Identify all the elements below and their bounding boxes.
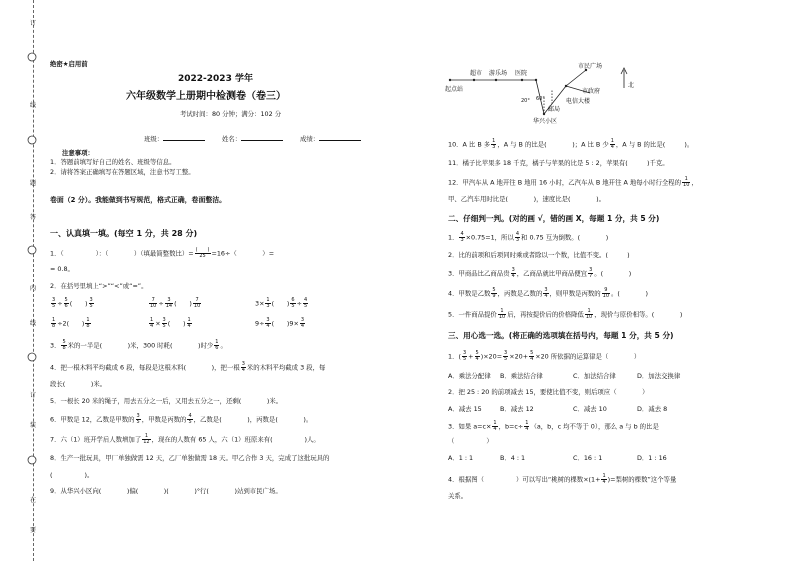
compare-item: 3× $\frac{1}{3}$ ( ) $\frac{6}{5}$ ÷ $\frac{4}{5}$ <box>255 297 308 309</box>
option[interactable]: D．1 : 16 <box>637 454 667 462</box>
question-7: 7．六（1）班开学后人数增加了 $\frac{1}{12}$ ，现在的人数有 65 人，六（1）班原来有( )人。 <box>50 433 320 445</box>
question-text: 和 0.75 互为倒数。( ) <box>521 233 609 242</box>
question-text: ，现在的人数有 65 人，六（1）班原来有( )人。 <box>151 435 320 444</box>
judge-1: 1． $\frac{4}{3}$ ×0.75=1，所以 $\frac{4}{3}$ 和 0.75 互为倒数。( ) <box>448 231 609 243</box>
binding-char: 答 <box>29 214 36 221</box>
map-label-playground: 游乐场 <box>489 70 508 77</box>
question-text: ( )。 <box>50 471 94 479</box>
question-text: 12．甲汽车从 A 地开往 B 地用 16 小时，乙汽车从 B 地开往 A 地每小时行全程的 <box>448 178 682 187</box>
question-text: （a，b，c 均不等于 0），那么 a 与 b 的比是 <box>530 422 659 431</box>
score-blank[interactable] <box>319 140 361 141</box>
choice-1: 1．( $\frac{3}{5}$ + $\frac{5}{4}$ )×20= $\frac{3}{5}$ ×20+ $\frac{5}{4}$ ×20 所依据的运算律是（ ） <box>448 350 641 362</box>
compare-blank[interactable]: ( ) <box>271 319 290 328</box>
question-text: 5．一件商品提价 <box>448 310 497 319</box>
option[interactable]: A．乘法分配律 <box>448 372 491 380</box>
binding-char: 在 <box>29 497 36 504</box>
score-field[interactable] <box>300 135 361 143</box>
compare-blank[interactable]: ( ) <box>271 299 290 308</box>
compare-item: $\frac{1}{4}$ × $\frac{3}{5}$ ( ) $\frac{1}{4}$ <box>150 317 191 329</box>
question-text: 后，再按提价后的价格降低 <box>507 310 584 319</box>
binding-char: 题 <box>29 180 36 187</box>
binding-char: 要 <box>29 527 36 534</box>
question-4: 4．把一根木料平均截成 6 段，每段是这根木料( )，把一根 $\frac{3}{4}$ 米的木料平均截成 3 段，每 <box>50 361 326 373</box>
option[interactable]: A．减去 15 <box>448 405 482 413</box>
fraction: $\frac{( )}{25}$ <box>195 247 210 259</box>
option[interactable]: C．16 : 1 <box>573 454 603 462</box>
name-blank[interactable] <box>241 140 283 141</box>
question-text: = 0.8。 <box>50 265 74 273</box>
title-year: 2022-2023 学年 <box>178 74 253 84</box>
choice-4: 4．根据图（ ）可以写出“桃树的棵数×(1+ $\frac{1}{4}$ )=梨树的棵数”这个等量 <box>448 473 677 485</box>
compare-item: $\frac{3}{5}$ ÷ $\frac{5}{6}$ ( ) $\frac{3}{5}$ <box>52 297 93 309</box>
option[interactable]: B．减去 12 <box>500 405 534 413</box>
notes-line: 2．请将答案正确填写在答题区域，注意书写工整。 <box>50 168 195 176</box>
question-text: 7．六（1）班开学后人数增加了 <box>50 435 142 444</box>
compare-item: $\frac{1}{8}$ ÷2( ) $\frac{1}{8}$ <box>52 317 90 329</box>
map-label-government: 市政府 <box>582 88 601 95</box>
map-label-start: 起点站 <box>445 86 464 93</box>
binding-char: 订 <box>29 20 36 27</box>
binding-margin <box>0 0 42 561</box>
binding-char: 订 <box>29 392 36 399</box>
binding-char: 内 <box>29 285 36 292</box>
question-text: 3．甲商品比乙商品贵 <box>448 269 510 278</box>
question-text: 关系。 <box>448 492 468 500</box>
binding-hole-icon <box>27 455 37 465</box>
question-text: 6．甲数是 12，乙数是甲数的 <box>50 415 135 424</box>
option[interactable]: C．加法结合律 <box>573 372 616 380</box>
map-label-supermarket: 超市 <box>470 70 483 77</box>
question-text: 。( ) <box>611 289 648 298</box>
question-text: 。( ) <box>594 269 632 278</box>
question-text: ×20= <box>483 352 503 361</box>
class-blank[interactable] <box>163 140 205 141</box>
question-text: ，甲数是丙数的 <box>141 415 187 424</box>
binding-hole-icon <box>27 352 37 362</box>
compare-blank[interactable]: ( ) <box>167 319 186 328</box>
question-text: （ ） <box>448 437 493 445</box>
question-text: 甲、乙汽车用时比是( )，速度比是( )。 <box>448 195 605 203</box>
question-text: ×20 所依据的运算律是（ ） <box>535 352 641 361</box>
north-label: 北 <box>628 82 635 89</box>
question-11: 11．橘子比苹果多 18 千克，橘子与苹果的比是 5 : 2，苹果有( )千克。 <box>448 159 669 167</box>
question-8: 8．生产一批玩具，甲厂单独做需 12 天，乙厂单独做需 18 天。甲乙合作 3 天，完成了这批玩具的 <box>50 454 330 462</box>
section-title: 一、认真填一填。(每空 1 分，共 28 分) <box>50 229 198 238</box>
question-text: ，乙数是( )，丙数是( )。 <box>193 415 313 424</box>
question-3: 3． $\frac{5}{8}$ 米的一半是( )米，300 时耗( )时少 $\frac{1}{6}$ 。 <box>50 339 227 351</box>
exam-info: 考试时间：80 分钟；满分：102 分 <box>180 110 282 118</box>
question-text: 1． <box>448 233 459 242</box>
question-12: 12．甲汽车从 A 地开往 B 地用 16 小时，乙汽车从 B 地开往 A 地每小时行全程的 $\frac{1}{10}$ ， <box>448 176 698 188</box>
binding-hole-icon <box>27 135 37 145</box>
option[interactable]: D．加法交换律 <box>637 372 681 380</box>
cut-line <box>33 0 34 561</box>
question-text: 4．根据图（ ）可以写出“桃树的棵数× <box>448 475 589 484</box>
question-text: ×20+ <box>509 352 529 361</box>
name-field[interactable] <box>222 135 283 143</box>
binding-char: 装 <box>29 422 36 429</box>
question-text: 4．甲数是乙数 <box>448 289 491 298</box>
question-9: 9．从华兴小区向( )偏( )( )°行( )站到市民广场。 <box>50 487 282 495</box>
option[interactable]: D．减去 8 <box>637 405 668 413</box>
judge-5: 5．一件商品提价 $\frac{1}{10}$ 后，再按提价后的价格降低 $\frac{1}{10}$ ，现价与原价相等。( ) <box>448 308 683 320</box>
question-2: 2．在括号里填上“>”“<”或“=”。 <box>50 282 148 290</box>
binding-hole-icon <box>27 52 37 62</box>
secret-label: 绝密★启用前 <box>50 60 88 68</box>
angle-label: 20° <box>521 98 530 104</box>
question-text: ，则甲数是丙数的 <box>549 289 601 298</box>
question-6: 6．甲数是 12，乙数是甲数的 $\frac{3}{5}$ ，甲数是丙数的 $\frac{4}{5}$ ，乙数是( )，丙数是( )。 <box>50 413 313 425</box>
option[interactable]: B．乘法结合律 <box>500 372 543 380</box>
name-label: 姓名： <box>222 135 242 143</box>
map-label-square: 市民广场 <box>578 63 603 70</box>
question-text: ，A 与 B 的比是( )。 <box>615 140 694 149</box>
neatness-note: 卷面（2 分）。我能做到书写规范，格式正确，卷面整洁。 <box>50 196 227 204</box>
question-text: ， <box>691 178 698 187</box>
judge-3: 3．甲商品比乙商品贵 $\frac{3}{4}$ ，乙商品就比甲商品便宜 $\frac{3}{7}$ 。( ) <box>448 267 632 279</box>
section-title: 三、用心选一选。(将正确的选项填在括号内，每题 1 分，共 5 分) <box>448 331 674 340</box>
notes-line: 1．答题前填写好自己的姓名、班级等信息。 <box>50 158 176 166</box>
question-text: ，b=c÷ <box>498 422 524 431</box>
map-label-hospital: 医院 <box>515 70 528 77</box>
question-10: 10．A 比 B 多 $\frac{1}{3}$ ，A 与 B 的比是( )；A 比 B 少 $\frac{1}{4}$ ，A 与 B 的比是( )。 <box>448 138 694 150</box>
question-text: =16÷（ ）= <box>211 249 275 258</box>
question-text: 3． <box>50 341 61 350</box>
binding-char: 线 <box>29 320 36 327</box>
question-text: 1． <box>448 352 459 361</box>
class-label: 班级： <box>144 135 164 143</box>
binding-hole-icon <box>27 245 37 255</box>
question-text: 4．把一根木料平均截成 6 段，每段是这根木料( )，把一根 <box>50 363 240 372</box>
page-title: 六年级数学上册期中检测卷（卷三） <box>126 91 286 102</box>
question-text: 10．A 比 B 多 <box>448 140 491 149</box>
compare-blank[interactable]: ( ) <box>69 299 88 308</box>
judge-4: 4．甲数是乙数 $\frac{5}{9}$ ，丙数是乙数的 $\frac{3}{4}$ ，则甲数是丙数的 $\frac{9}{10}$ 。( ) <box>448 287 648 299</box>
compare-item: $\frac{7}{10}$ ÷ $\frac{3}{14}$ ( ) $\frac{7}{10}$ <box>150 297 201 309</box>
notes-title: 注意事项： <box>62 149 94 157</box>
question-text: ，丙数是乙数的 <box>497 289 543 298</box>
question-text: 段长( )米。 <box>50 380 107 388</box>
judge-2: 2．比的前项和后项同时乘或者除以一个数，比值不变。( ) <box>448 251 630 259</box>
choice-3: 3．如果 a=c× $\frac{1}{4}$ ，b=c÷ $\frac{1}{4}$ （a，b，c 均不等于 0），那么 a 与 b 的比是 <box>448 420 659 432</box>
option[interactable]: B．4 : 1 <box>500 454 526 462</box>
question-5: 5．一根长 20 米的绳子，用去五分之一后，又用去五分之一，还剩( )米。 <box>50 397 283 405</box>
angle-label: 60° <box>536 96 545 102</box>
map-label-telecom: 电信大楼 <box>566 98 591 105</box>
compare-item: 9÷ $\frac{3}{4}$ ( )9× $\frac{3}{4}$ <box>255 317 304 329</box>
map-label-post: 邮局 <box>548 106 561 113</box>
map-label-community: 华兴小区 <box>533 118 558 125</box>
question-text: ，现价与原价相等。( ) <box>594 310 683 319</box>
question-text: ，乙商品就比甲商品便宜 <box>516 269 588 278</box>
question-text: ，A 与 B 的比是( )；A 比 B 少 <box>497 140 609 149</box>
option[interactable]: A．1 : 1 <box>448 454 474 462</box>
question-text: =梨树的棵数”这个等量 <box>610 475 677 484</box>
class-field[interactable] <box>144 135 205 143</box>
choice-2: 2．把 25 : 20 的前项减去 15，要使比值不变，则后项应（ ） <box>448 388 649 396</box>
section-title: 二、仔细判一判。(对的画 √，错的画 X，每题 1 分，共 5 分) <box>448 214 660 223</box>
question-text: 3．如果 a=c× <box>448 422 492 431</box>
compare-blank[interactable]: ( ) <box>174 299 192 308</box>
option[interactable]: C．减去 10 <box>573 405 607 413</box>
binding-char: 线 <box>29 102 36 109</box>
question-text: 米的木料平均截成 3 段，每 <box>246 363 326 372</box>
question-text: 米的一半是( )米，300 时耗( )时少 <box>67 341 214 350</box>
score-label: 成绩： <box>300 135 320 143</box>
question-1 <box>50 248 274 259</box>
question-text: ×0.75=1，所以 <box>465 233 514 242</box>
compare-blank[interactable]: ( ) <box>66 319 85 328</box>
question-text: 1．（ ）：（ ）（填最简整数比）= <box>50 249 194 258</box>
